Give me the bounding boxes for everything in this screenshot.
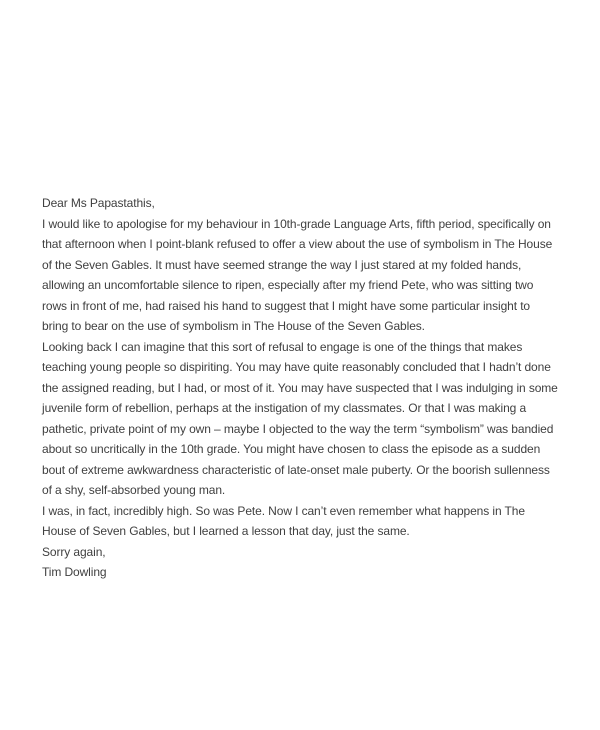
signature: Tim Dowling [42,565,107,579]
paragraph-3: I was, in fact, incredibly high. So was Pete. Now I can’t even remember what happens in The House of Seven Gables, but I learned a lesson that day, just the same. [42,503,525,538]
closing: Sorry again, [42,544,106,559]
paragraph-1: I would like to apologise for my behaviour in 10th-grade Language Arts, fifth period, specifically on that afternoon when I point-blank refused to offer a view about the use of symbolism in The House of the Seven Gables. It must have seemed strange the way I just stared at my folded hands, allowing an uncomfortable silence to ripen, especially after my friend Pete, who was sitting two rows in front of me, had raised his hand to suggest that I might have some particular insight to bring to bear on the use of symbolism in The House of the Seven Gables. [42,216,553,333]
salutation: Dear Ms Papastathis, [42,196,155,210]
paragraph-2: Looking back I can imagine that this sort of refusal to engage is one of the things that makes teaching young people so dispiriting. You may have quite reasonably concluded that I hadn’t done the assigned reading, but I had, or most of it. You may have suspected that I was indulging in some juvenile form of rebellion, perhaps at the instigation of my classmates. Or that I was making a pathetic, private point of my own – maybe I objected to the way the term “symbolism” was bandied about so uncritically in the 10th grade. You might have chosen to class the episode as a sudden bout of extreme awkwardness characteristic of late-onset male puberty. Or the boorish sullenness of a shy, self-absorbed young man. [42,339,558,497]
